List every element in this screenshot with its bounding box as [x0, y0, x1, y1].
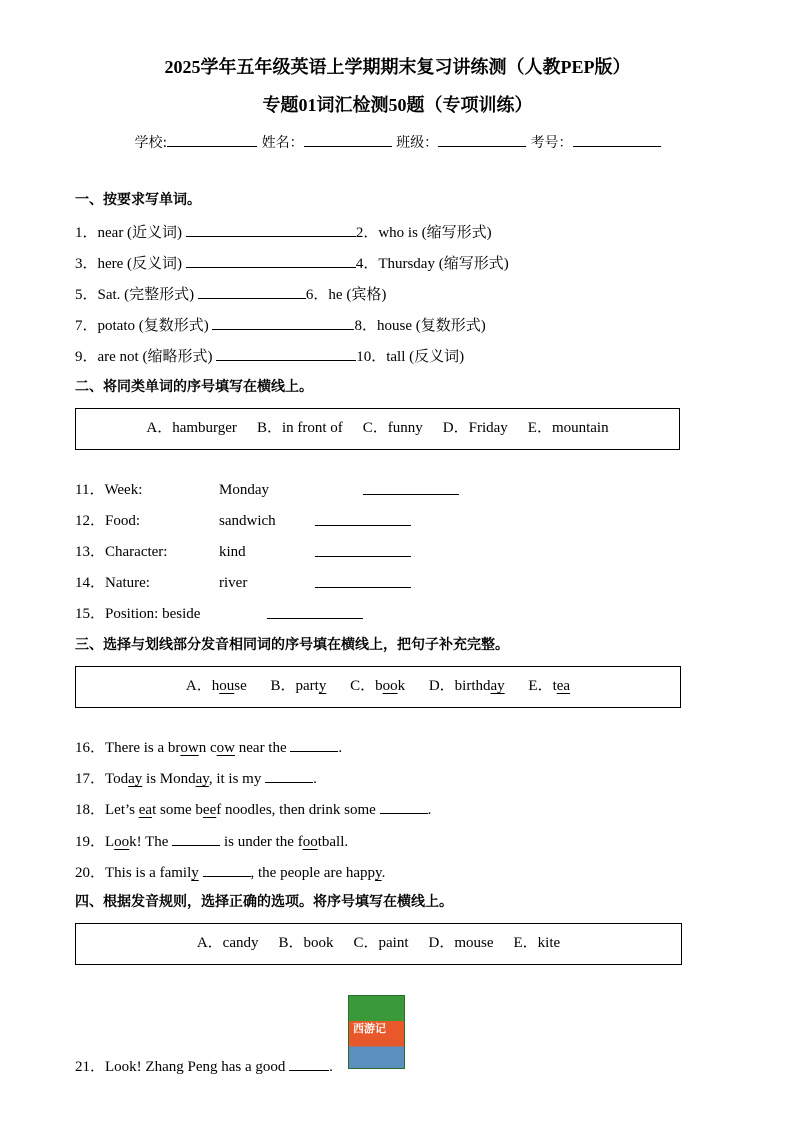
answer-blank[interactable]	[265, 768, 313, 783]
question-word: kind	[219, 544, 246, 560]
answer-blank[interactable]	[290, 737, 338, 752]
question-word: beside	[162, 606, 201, 622]
question-row	[75, 315, 486, 336]
option-b: B．book	[278, 935, 334, 951]
option-b: B．in front of	[256, 420, 343, 436]
name-blank[interactable]	[304, 132, 392, 147]
question-word: Monday	[219, 482, 269, 498]
option-e: E．tea	[528, 678, 571, 694]
school-label: 学校:	[134, 135, 168, 151]
question-12	[75, 511, 475, 531]
word-options-box	[75, 923, 682, 965]
exam-no-label: 考号：	[530, 135, 573, 151]
question-15	[75, 604, 475, 624]
word-options-box	[75, 408, 680, 450]
question-5: 5．Sat. (完整形式)	[75, 287, 195, 303]
student-info-line	[0, 132, 795, 153]
question-16: 16．There is a brown cow near the .	[75, 737, 342, 758]
question-20: 20．This is a family , the people are happy.	[75, 862, 385, 883]
question-2: 2．who is (缩写形式)	[355, 225, 492, 241]
class-blank[interactable]	[438, 132, 526, 147]
question-label: 14．Nature:	[75, 575, 150, 591]
option-e: E．kite	[513, 935, 561, 951]
answer-blank[interactable]	[216, 346, 356, 361]
class-label: 班级：	[396, 135, 439, 151]
question-6: 6．he (宾格)	[305, 287, 387, 303]
page-title: 2025学年五年级英语上学期期末复习讲练测（人教PEP版）	[164, 57, 631, 77]
question-word: river	[219, 575, 248, 591]
question-1: 1．near (近义词)	[75, 225, 183, 241]
option-d: D．Friday	[442, 420, 508, 436]
question-row	[75, 222, 492, 243]
question-label: 11．Week:	[75, 482, 143, 498]
question-word: sandwich	[219, 513, 276, 529]
question-14	[75, 573, 475, 593]
question-21: 21．Look! Zhang Peng has a good .	[75, 1056, 333, 1077]
answer-blank[interactable]	[267, 604, 363, 619]
answer-blank[interactable]	[315, 573, 411, 588]
option-b: B．party	[270, 678, 327, 694]
question-10: 10．tall (反义词)	[356, 349, 465, 365]
question-18: 18．Let’s eat some beef noodles, then drink some .	[75, 799, 431, 820]
question-4: 4．Thursday (缩写形式)	[355, 256, 509, 272]
answer-blank[interactable]	[212, 315, 354, 330]
answer-blank[interactable]	[289, 1056, 329, 1071]
question-8: 8．house (复数形式)	[354, 318, 486, 334]
answer-blank[interactable]	[186, 222, 356, 237]
answer-blank[interactable]	[198, 284, 306, 299]
section-4-heading: 四、根据发音规则，选择正确的选项。将序号填写在横线上。	[75, 894, 453, 910]
question-13	[75, 542, 475, 562]
question-19: 19．Look! The is under the football.	[75, 831, 348, 852]
option-d: D．mouse	[428, 935, 494, 951]
option-e: E．mountain	[527, 420, 609, 436]
answer-blank[interactable]	[380, 799, 428, 814]
option-a: A．candy	[196, 935, 259, 951]
book-cover-image: 西游记	[348, 995, 405, 1069]
name-label: 姓名：	[261, 135, 304, 151]
section-1-heading: 一、按要求写单词。	[75, 192, 201, 208]
option-d: D．birthday	[428, 678, 505, 694]
pronunciation-options-box	[75, 666, 681, 708]
page-subtitle: 专题01词汇检测50题（专项训练）	[262, 95, 533, 115]
question-row	[75, 284, 386, 305]
option-c: C．book	[350, 678, 406, 694]
question-row	[75, 253, 509, 274]
question-9: 9．are not (缩略形式)	[75, 349, 213, 365]
answer-blank[interactable]	[315, 542, 411, 557]
option-c: C．funny	[362, 420, 423, 436]
answer-blank[interactable]	[203, 862, 251, 877]
question-17: 17．Today is Monday, it is my .	[75, 768, 317, 789]
answer-blank[interactable]	[186, 253, 356, 268]
question-3: 3．here (反义词)	[75, 256, 183, 272]
section-2-heading: 二、将同类单词的序号填写在横线上。	[75, 379, 313, 395]
option-a: A．house	[185, 678, 247, 694]
question-label: 12．Food:	[75, 513, 141, 529]
question-11	[75, 480, 475, 500]
section-3-heading: 三、选择与划线部分发音相同词的序号填在横线上，把句子补充完整。	[75, 637, 509, 653]
question-label: 15．Position:	[75, 606, 159, 622]
option-c: C．paint	[353, 935, 409, 951]
question-7: 7．potato (复数形式)	[75, 318, 209, 334]
question-label: 13．Character:	[75, 544, 168, 560]
answer-blank[interactable]	[172, 831, 220, 846]
option-a: A．hamburger	[146, 420, 237, 436]
question-row	[75, 346, 464, 367]
school-blank[interactable]	[167, 132, 257, 147]
answer-blank[interactable]	[363, 480, 459, 495]
exam-no-blank[interactable]	[573, 132, 661, 147]
answer-blank[interactable]	[315, 511, 411, 526]
